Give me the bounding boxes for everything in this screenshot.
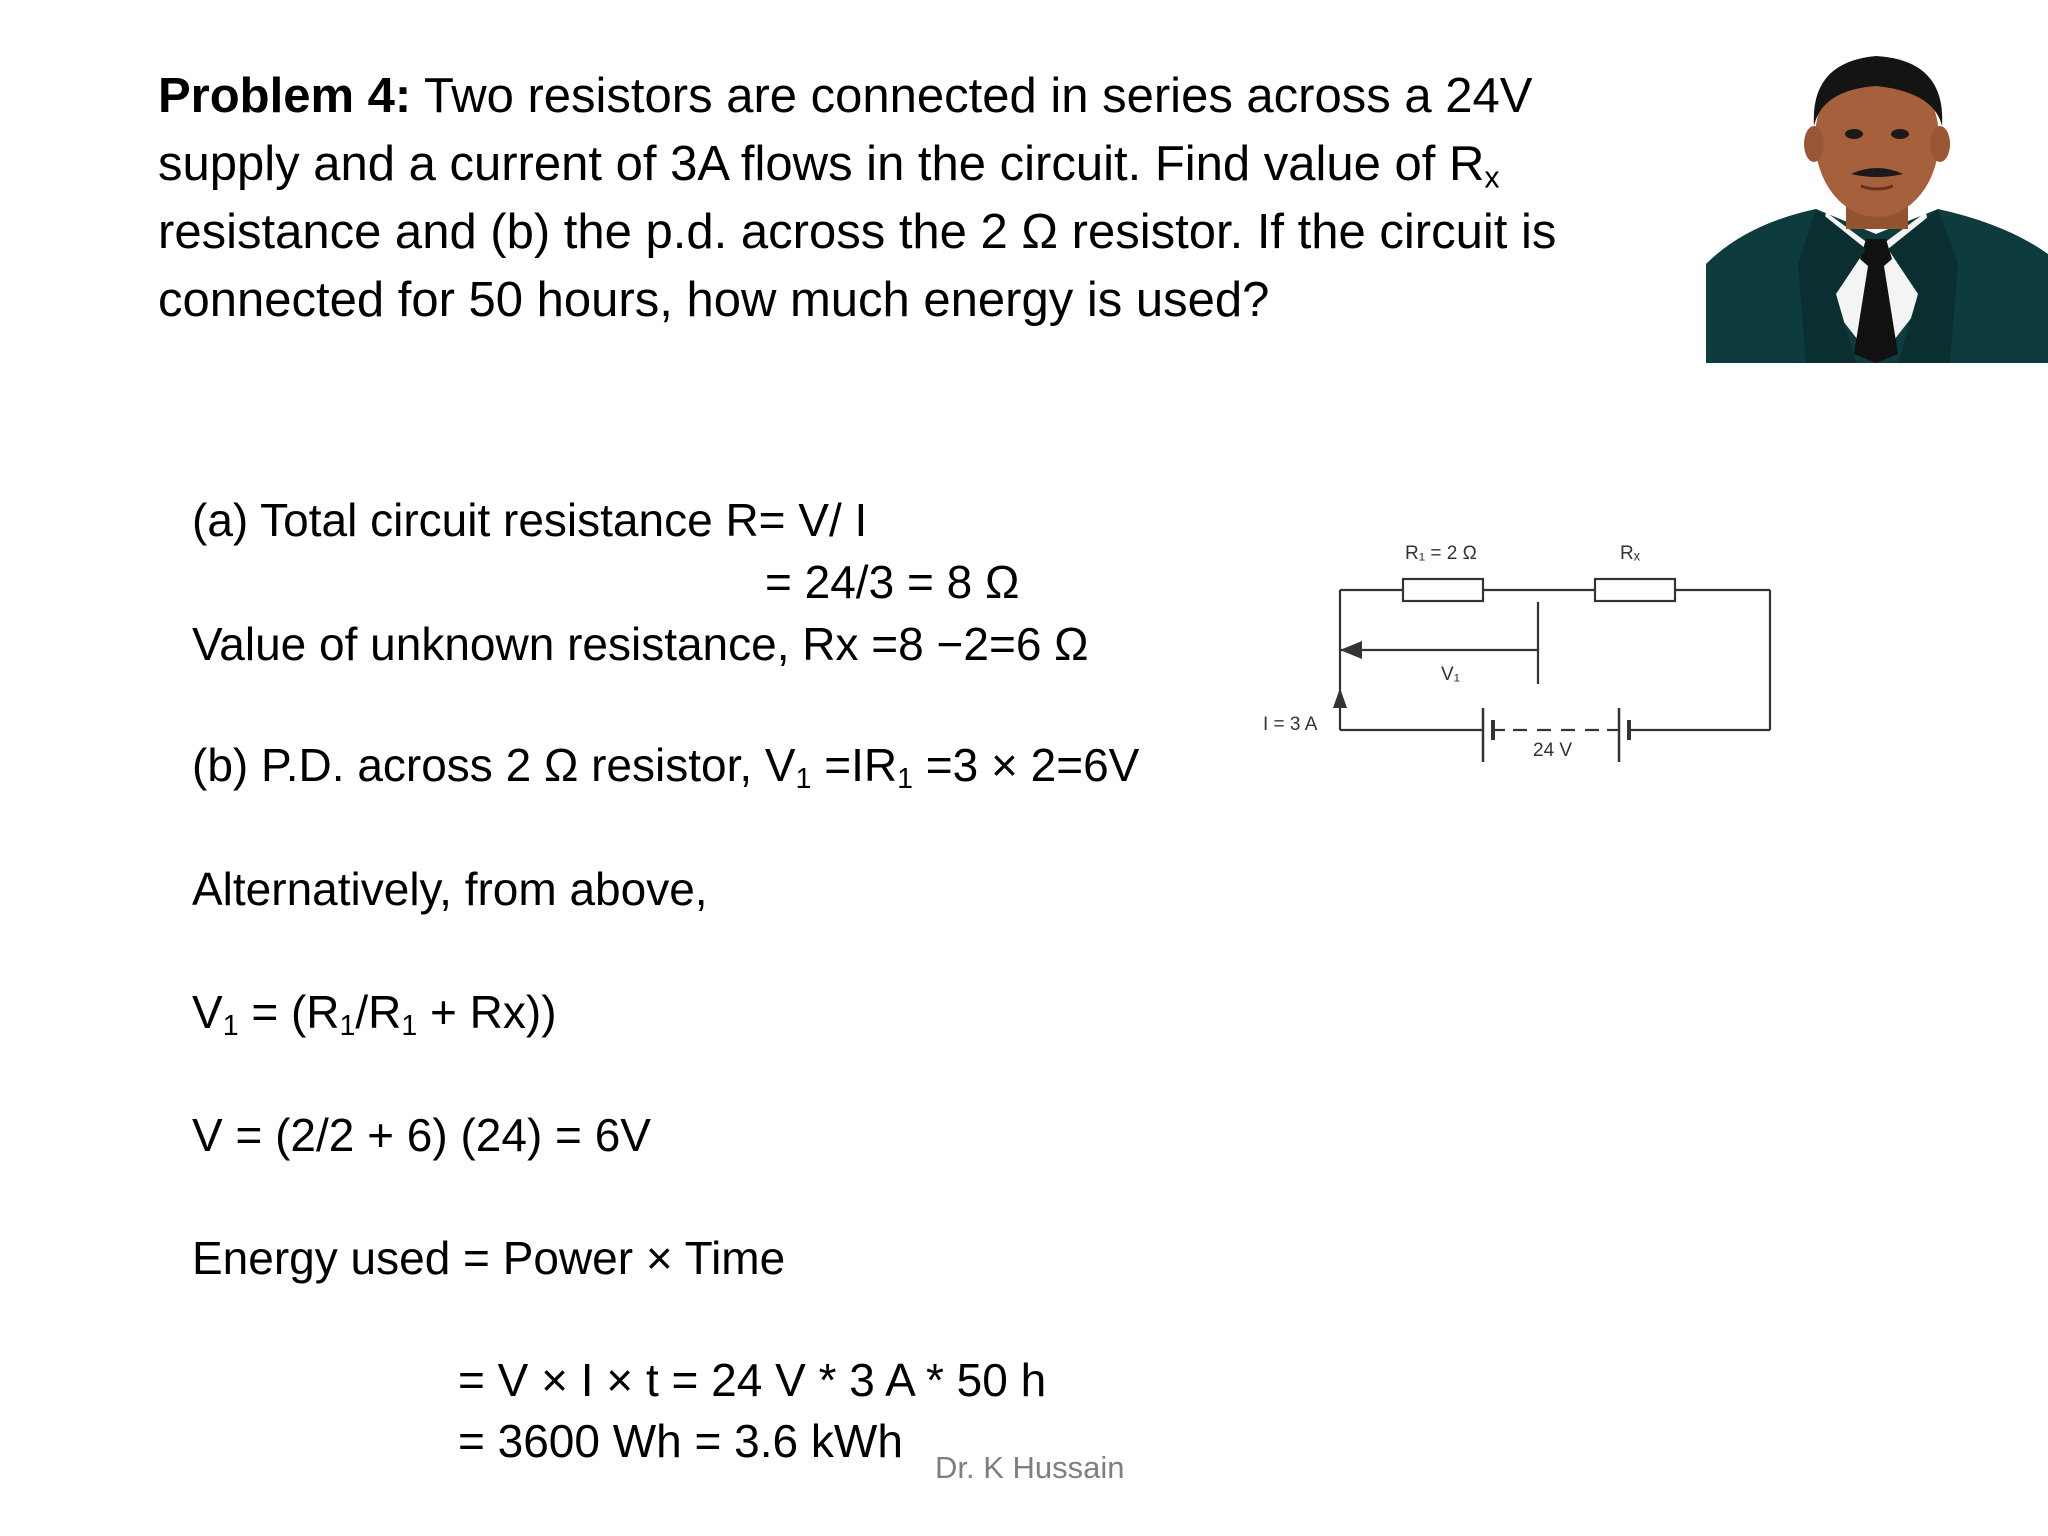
b-mid: =IR bbox=[811, 739, 898, 791]
v-sub-2: 1 bbox=[339, 1010, 356, 1043]
footer-author: Dr. K Hussain bbox=[935, 1450, 1125, 1485]
b-post: =3 × 2=6V bbox=[913, 739, 1140, 791]
v-sub-3: 1 bbox=[401, 1010, 418, 1043]
v-sub-1: 1 bbox=[222, 1010, 239, 1043]
solution-line-v-formula bbox=[192, 985, 557, 1043]
voltage-arrow-icon bbox=[1340, 641, 1362, 659]
solution-line-a3: Value of unknown resistance, Rx =8 −2=6 Ω bbox=[192, 618, 1089, 670]
problem-subscript: x bbox=[1484, 160, 1500, 195]
v-post: + Rx)) bbox=[417, 986, 557, 1038]
solution-line-e1: Energy used = Power × Time bbox=[192, 1232, 786, 1284]
resistor-r1 bbox=[1403, 579, 1483, 601]
solution-line-v2: V = (2/2 + 6) (24) = 6V bbox=[192, 1109, 651, 1161]
problem-text: Two resistors are connected in series across a 24V supply and a current of 3A flows in the circuit. Find value of R bbox=[158, 69, 1533, 191]
solution-line-e3: = 3600 Wh = 3.6 kWh bbox=[458, 1415, 903, 1467]
label-supply: 24 V bbox=[1533, 740, 1573, 761]
label-v1: V₁ bbox=[1441, 664, 1461, 685]
circuit-diagram bbox=[1255, 530, 1785, 785]
b-sub-r1: 1 bbox=[897, 763, 913, 796]
resistor-rx bbox=[1595, 579, 1675, 601]
problem-lead: Problem 4: bbox=[158, 69, 412, 123]
solution-line-a2: = 24/3 = 8 Ω bbox=[765, 556, 1020, 608]
v-slash: /R bbox=[355, 986, 402, 1038]
current-arrow-icon bbox=[1333, 688, 1347, 708]
presenter-photo bbox=[1706, 34, 2048, 363]
label-rx: Rₓ bbox=[1620, 543, 1640, 564]
problem-text-2: resistance and (b) the p.d. across the 2 Ω resistor. If the circuit is connected for 50 hours, how much energy is used? bbox=[158, 205, 1557, 327]
v-eq: = (R bbox=[238, 986, 340, 1038]
solution-line-a1: (a) Total circuit resistance R= V/ I bbox=[192, 494, 868, 546]
solution-line-alt: Alternatively, from above, bbox=[192, 863, 708, 915]
label-current: I = 3 A bbox=[1263, 714, 1318, 735]
b-sub-v1: 1 bbox=[795, 763, 812, 796]
problem-statement bbox=[158, 62, 1678, 334]
person-portrait-icon bbox=[1706, 34, 2048, 363]
v-prefix: V bbox=[192, 986, 223, 1038]
label-r1: R₁ = 2 Ω bbox=[1405, 543, 1477, 564]
solution-line-e2: = V × I × t = 24 V * 3 A * 50 h bbox=[458, 1354, 1047, 1406]
b-prefix: (b) P.D. across 2 Ω resistor, V bbox=[192, 739, 796, 791]
solution-line-b bbox=[192, 738, 1140, 796]
